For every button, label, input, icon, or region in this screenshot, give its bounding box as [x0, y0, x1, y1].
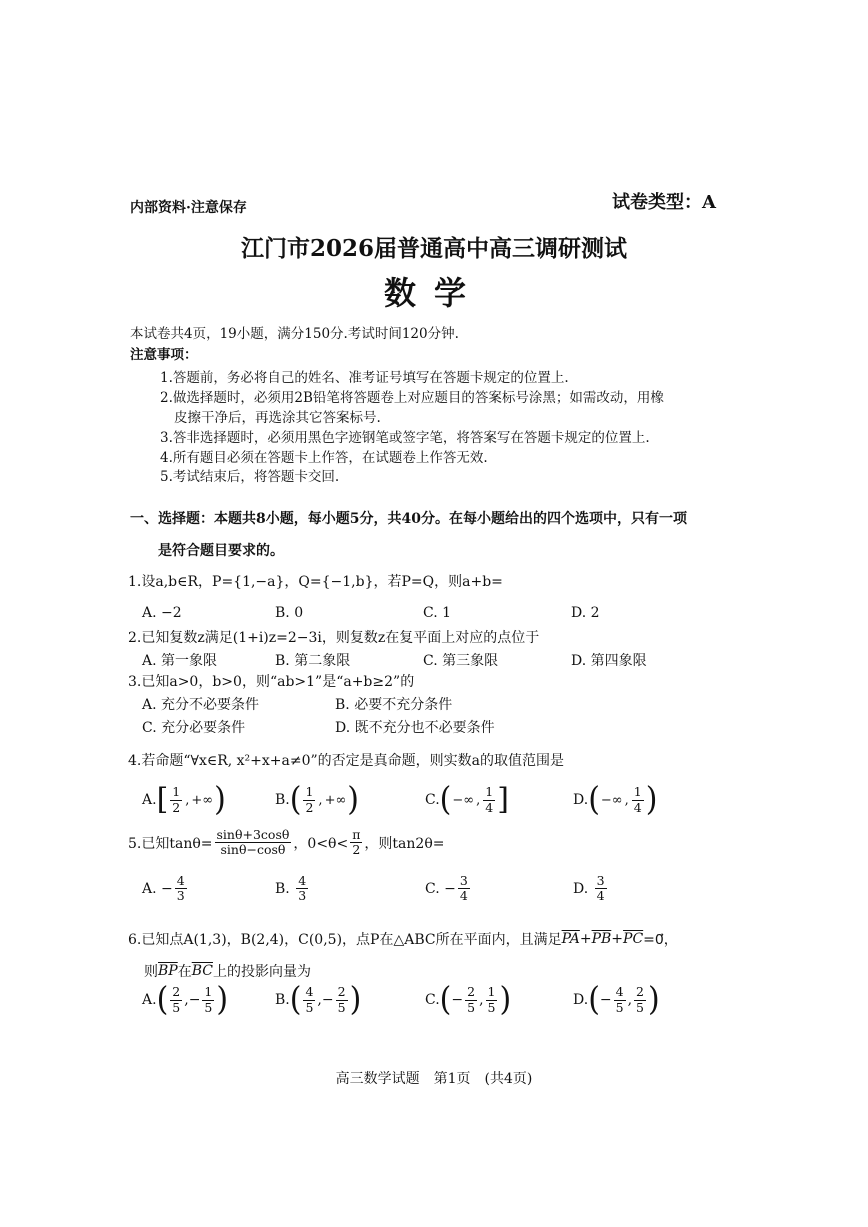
question-6-stem: [128, 929, 678, 949]
fraction: [614, 985, 626, 1015]
vector-bp: $\overline{BP}$: [158, 963, 178, 979]
numerator: 1: [487, 984, 496, 1000]
question-1-stem: 1.设a,b∈R，P={1,−a}，Q={−1,b}，若P=Q，则a+b=: [128, 574, 503, 590]
q3-option-c: C. 充分必要条件: [142, 720, 246, 736]
q5-option-c: [425, 874, 472, 904]
note-item: 5.考试结束后，将答题卡交回.: [160, 469, 340, 485]
note-item: 4.所有题目必须在答题卡上作答，在试题卷上作答无效.: [160, 450, 488, 466]
q4-option-a: [142, 780, 226, 819]
interval: [156, 780, 226, 819]
q6-option-b: [275, 980, 362, 1019]
paper-type: 试卷类型：A: [612, 192, 716, 213]
plus: +: [611, 931, 624, 947]
numerator: 4: [615, 984, 624, 1000]
right-paren: ): [648, 980, 660, 1019]
q2-option-a: A. 第一象限: [142, 653, 218, 669]
fraction: [458, 874, 470, 904]
q6-option-a: [142, 980, 229, 1019]
sign: −: [321, 992, 334, 1008]
right-paren: ): [499, 980, 512, 1019]
right-bracket: ]: [497, 782, 509, 817]
comma: ,: [476, 792, 481, 808]
comma: ,: [185, 792, 190, 808]
q6-option-d: [573, 980, 660, 1019]
numerator: 1: [204, 984, 213, 1000]
q6-option-c: [425, 980, 512, 1019]
denominator: 5: [204, 999, 213, 1015]
denominator: 2: [352, 842, 361, 858]
q3-option-a: A. 充分不必要条件: [142, 697, 260, 713]
vector-pb: $\overline{PB}$: [591, 931, 612, 947]
interval: [588, 780, 658, 819]
fraction: [483, 785, 495, 815]
numerator: 2: [337, 984, 346, 1000]
q1-option-c: C. 1: [423, 605, 452, 621]
numerator: 1: [305, 784, 314, 800]
tan-fraction: [215, 828, 292, 858]
numerator: 3: [596, 873, 605, 888]
denominator: 3: [298, 888, 307, 904]
question-5-stem: [128, 828, 444, 858]
comma: ,: [184, 992, 189, 1008]
exam-title: 江门市2026届普通高中高三调研测试: [240, 235, 627, 262]
comma: ,: [627, 992, 633, 1008]
left-paren: (: [588, 980, 600, 1019]
numerator: 2: [636, 984, 644, 1000]
numerator: 4: [305, 984, 314, 1000]
q2-option-b: B. 第二象限: [275, 653, 351, 669]
question-3-stem: 3.已知a>0，b>0，则“ab>1”是“a+b≥2”的: [128, 674, 415, 690]
denominator: 4: [596, 888, 605, 904]
q5-mid: ，0<θ<: [293, 835, 349, 852]
q2-option-d: D. 第四象限: [571, 653, 647, 669]
vector-pc: $\overline{PC}$: [623, 931, 644, 947]
q6-line2-c: 上的投影向量为: [212, 964, 311, 980]
right-paren: ): [214, 780, 226, 819]
infinity: −∞: [600, 792, 623, 808]
plus: +: [579, 931, 592, 947]
comma: ,: [624, 792, 629, 808]
right-paren: ): [347, 780, 360, 819]
q1-option-b: B. 0: [275, 605, 304, 621]
denominator: sinθ−cosθ: [220, 842, 286, 858]
option-label: D.: [573, 792, 589, 808]
left-paren: (: [289, 780, 302, 819]
left-paren: (: [439, 780, 452, 819]
interval: [439, 780, 509, 819]
q6-line2-b: 在: [177, 964, 192, 980]
denominator: 5: [337, 999, 346, 1015]
note-item: 2.做选择题时，必须用2B铅笔将答题卷上对应题目的答案标号涂黑；如需改动，用橡: [160, 390, 664, 406]
denominator: 5: [305, 999, 314, 1015]
denominator: 5: [615, 999, 624, 1015]
q3-option-d: D. 既不充分也不必要条件: [335, 720, 495, 736]
fraction: [303, 785, 315, 815]
numerator: sinθ+3cosθ: [216, 827, 290, 842]
denominator: 3: [176, 888, 185, 904]
sign: −: [451, 992, 464, 1008]
left-bracket: [: [156, 782, 169, 817]
left-paren: (: [156, 980, 169, 1019]
right-paren: ): [216, 980, 229, 1019]
option-label: C.: [425, 992, 440, 1008]
numerator: 3: [459, 873, 468, 888]
q4-option-b: [275, 780, 360, 819]
fraction: [336, 985, 348, 1015]
q5-option-a: [142, 874, 189, 904]
infinity: +∞: [191, 792, 214, 808]
subject-title: 数学: [383, 274, 484, 312]
option-label: C.: [425, 792, 440, 808]
q5-suffix: ，则tan2θ=: [364, 835, 445, 852]
q5-option-d: [573, 874, 609, 904]
section-heading-cont: 是符合题目要求的。: [158, 543, 284, 559]
option-label: D.: [573, 992, 589, 1008]
infinity: −∞: [452, 792, 475, 808]
denominator: 5: [172, 999, 181, 1015]
numerator: 4: [298, 873, 307, 888]
fraction: [632, 785, 644, 815]
numerator: 2: [172, 984, 181, 1000]
option-label: B.: [275, 880, 290, 897]
notes-heading: 注意事项：: [130, 347, 198, 363]
option-label: A.: [142, 992, 157, 1008]
confidential-note: 内部资料·注意保存: [130, 200, 247, 216]
infinity: +∞: [324, 792, 347, 808]
left-paren: (: [439, 980, 452, 1019]
right-paren: ): [349, 980, 362, 1019]
numerator: 1: [633, 784, 642, 800]
exam-intro: 本试卷共4页，19小题，满分150分.考试时间120分钟.: [130, 326, 459, 342]
fraction: [486, 985, 498, 1015]
fraction: [634, 985, 646, 1015]
equals-zero: =0⃗，: [643, 932, 678, 948]
sign: −: [599, 992, 612, 1008]
denominator: 4: [459, 888, 468, 904]
q4-option-d: [573, 780, 658, 819]
q3-option-b: B. 必要不充分条件: [335, 697, 453, 713]
q5-option-b: [275, 874, 310, 904]
fraction: [175, 874, 187, 904]
option-label: B.: [275, 792, 290, 808]
comma: ,: [479, 992, 484, 1008]
right-paren: ): [645, 780, 658, 819]
option-label: D.: [573, 880, 589, 897]
option-label: A.: [142, 792, 157, 808]
fraction: [595, 874, 607, 904]
denominator: 2: [172, 799, 181, 815]
numerator: 2: [467, 984, 476, 1000]
fraction: [170, 985, 182, 1015]
note-item: 1.答题前，务必将自己的姓名、准考证号填写在答题卡规定的位置上.: [160, 370, 569, 386]
fraction: [303, 985, 315, 1015]
q1-option-a: A. −2: [142, 605, 182, 621]
option-label: C.: [425, 880, 440, 897]
denominator: 5: [487, 999, 496, 1015]
q2-option-c: C. 第三象限: [423, 653, 499, 669]
pi-fraction: [350, 828, 362, 858]
fraction: [202, 985, 214, 1015]
denominator: 2: [305, 799, 314, 815]
numerator: 1: [172, 784, 181, 800]
page-footer: 高三数学试题 第1页 (共4页): [335, 1071, 533, 1087]
vector-bc: $\overline{BC}$: [191, 963, 213, 979]
sign: −: [444, 880, 456, 897]
denominator: 5: [467, 999, 476, 1015]
fraction: [465, 985, 477, 1015]
option-label: A.: [142, 880, 157, 897]
question-2-stem: 2.已知复数z满足(1+i)z=2−3i，则复数z在复平面上对应的点位于: [128, 630, 540, 646]
note-item: 皮擦干净后，再选涂其它答案标号.: [174, 410, 381, 426]
q5-prefix: 5.已知tanθ=: [128, 835, 213, 852]
numerator: π: [352, 827, 361, 842]
denominator: 4: [633, 799, 642, 815]
denominator: 4: [485, 799, 494, 815]
question-4-stem: 4.若命题“∀x∈R, x²+x+a≠0”的否定是真命题，则实数a的取值范围是: [128, 753, 565, 769]
q1-option-d: D. 2: [571, 605, 600, 621]
comma: ,: [317, 992, 322, 1008]
interval: [289, 780, 360, 819]
fraction: [170, 785, 182, 815]
question-6-stem-cont: [144, 961, 311, 981]
numerator: 1: [485, 784, 494, 800]
note-item: 3.答非选择题时，必须用黑色字迹钢笔或签字笔，将答案写在答题卡规定的位置上.: [160, 430, 650, 446]
vector-pa: $\overline{PA}$: [561, 931, 580, 947]
q4-option-c: [425, 780, 509, 819]
fraction: [296, 874, 308, 904]
q6-line2-a: 则: [144, 964, 158, 980]
q6-line1: 6.已知点A(1,3)，B(2,4)，C(0,5)，点P在△ABC所在平面内，且满足: [128, 932, 562, 948]
numerator: 4: [176, 873, 185, 888]
sign: −: [188, 992, 201, 1008]
option-label: B.: [275, 992, 290, 1008]
section-heading: 一、选择题：本题共8小题，每小题5分，共40分。在每小题给出的四个选项中，只有一项: [130, 511, 687, 527]
sign: −: [161, 880, 173, 897]
comma: ,: [318, 792, 323, 808]
denominator: 5: [636, 999, 644, 1015]
left-paren: (: [289, 980, 302, 1019]
left-paren: (: [588, 780, 600, 819]
